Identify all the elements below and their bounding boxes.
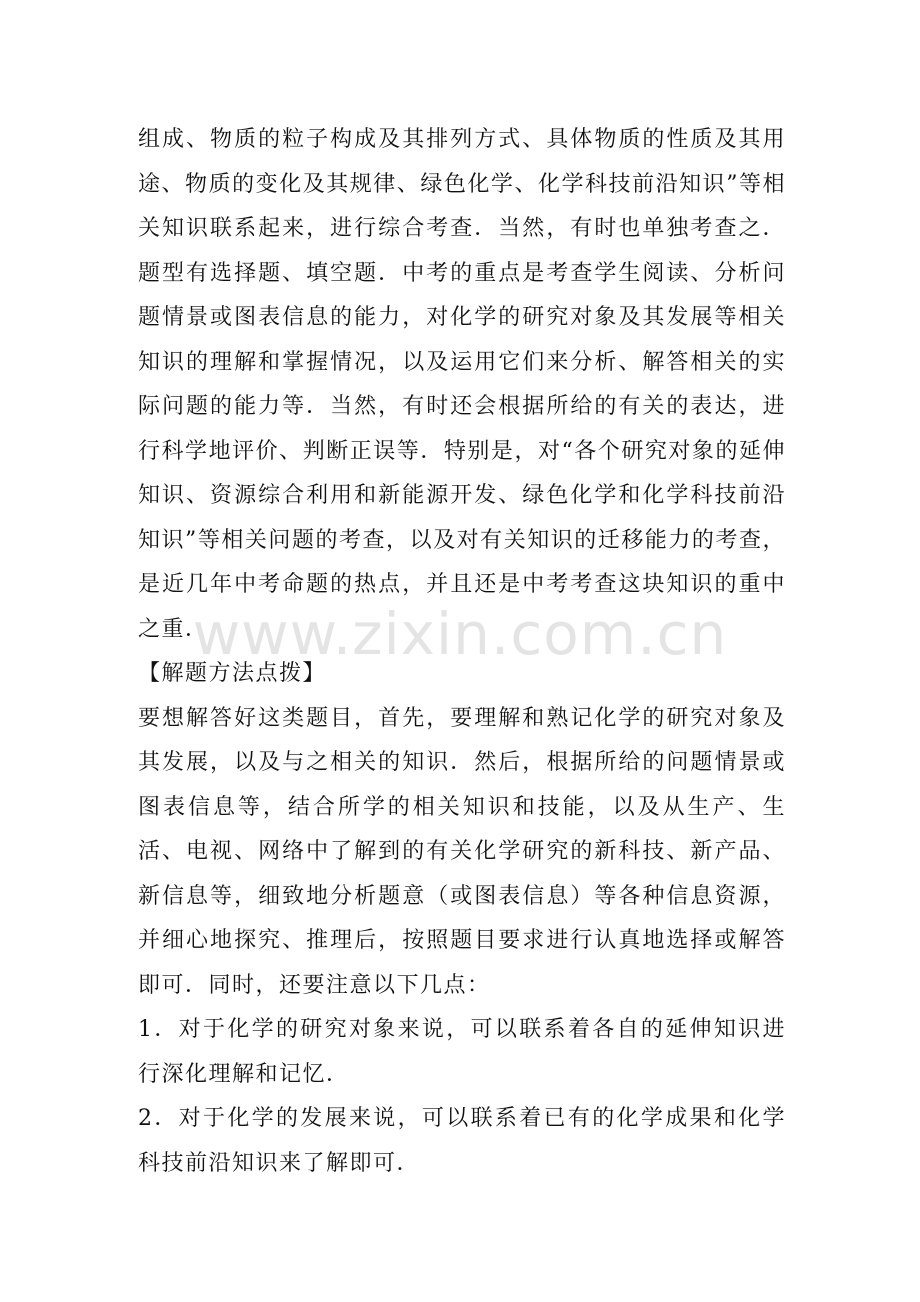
section-heading-solution-tips: 【解题方法点拨】: [138, 661, 327, 686]
paragraph-exam-analysis: 组成、物质的粒子构成及其排列方式、具体物质的性质及其用途、物质的变化及其规律、绿色化学、化学科技前沿知识”等相关知识联系起来，进行综合考查．当然，有时也单独考查之．题型有选择题、填空题．中考的重点是考查学生阅读、分析问题情景或图表信息的能力，对化学的研究对象及其发展等相关知识的理解和掌握情况，以及运用它们来分析、解答相关的实际问题的能力等．当然，有时还会根据所给的有关的表达，进行科学地评价、判断正误等．特别是，对“各个研究对象的延伸知识、资源综合利用和新能源开发、绿色化学和化学科技前沿知识”等相关问题的考查，以及对有关知识的迁移能力的考查，是近几年中考命题的热点，并且还是中考考查这块知识的重中之重．: [138, 127, 786, 642]
paragraph-solution-method: 要想解答好这类题目，首先，要理解和熟记化学的研究对象及其发展，以及与之相关的知识．然后，根据所给的问题情景或图表信息等，结合所学的相关知识和技能，以及从生产、生活、电视、网络中了解到的有关化学研究的新科技、新产品、新信息等，细致地分析题意（或图表信息）等各种信息资源，并细心地探究、推理后，按照题目要求进行认真地选择或解答即可．同时，还要注意以下几点：: [138, 705, 786, 998]
document-body: [138, 118, 786, 1186]
list-item-point-2: 2．对于化学的发展来说，可以联系着已有的化学成果和化学科技前沿知识来了解即可．: [138, 1106, 786, 1176]
watermark-text: www.zixin.com.cn: [192, 600, 728, 668]
list-item-point-1: 1．对于化学的研究对象来说，可以联系着各自的延伸知识进行深化理解和记忆．: [138, 1017, 786, 1087]
